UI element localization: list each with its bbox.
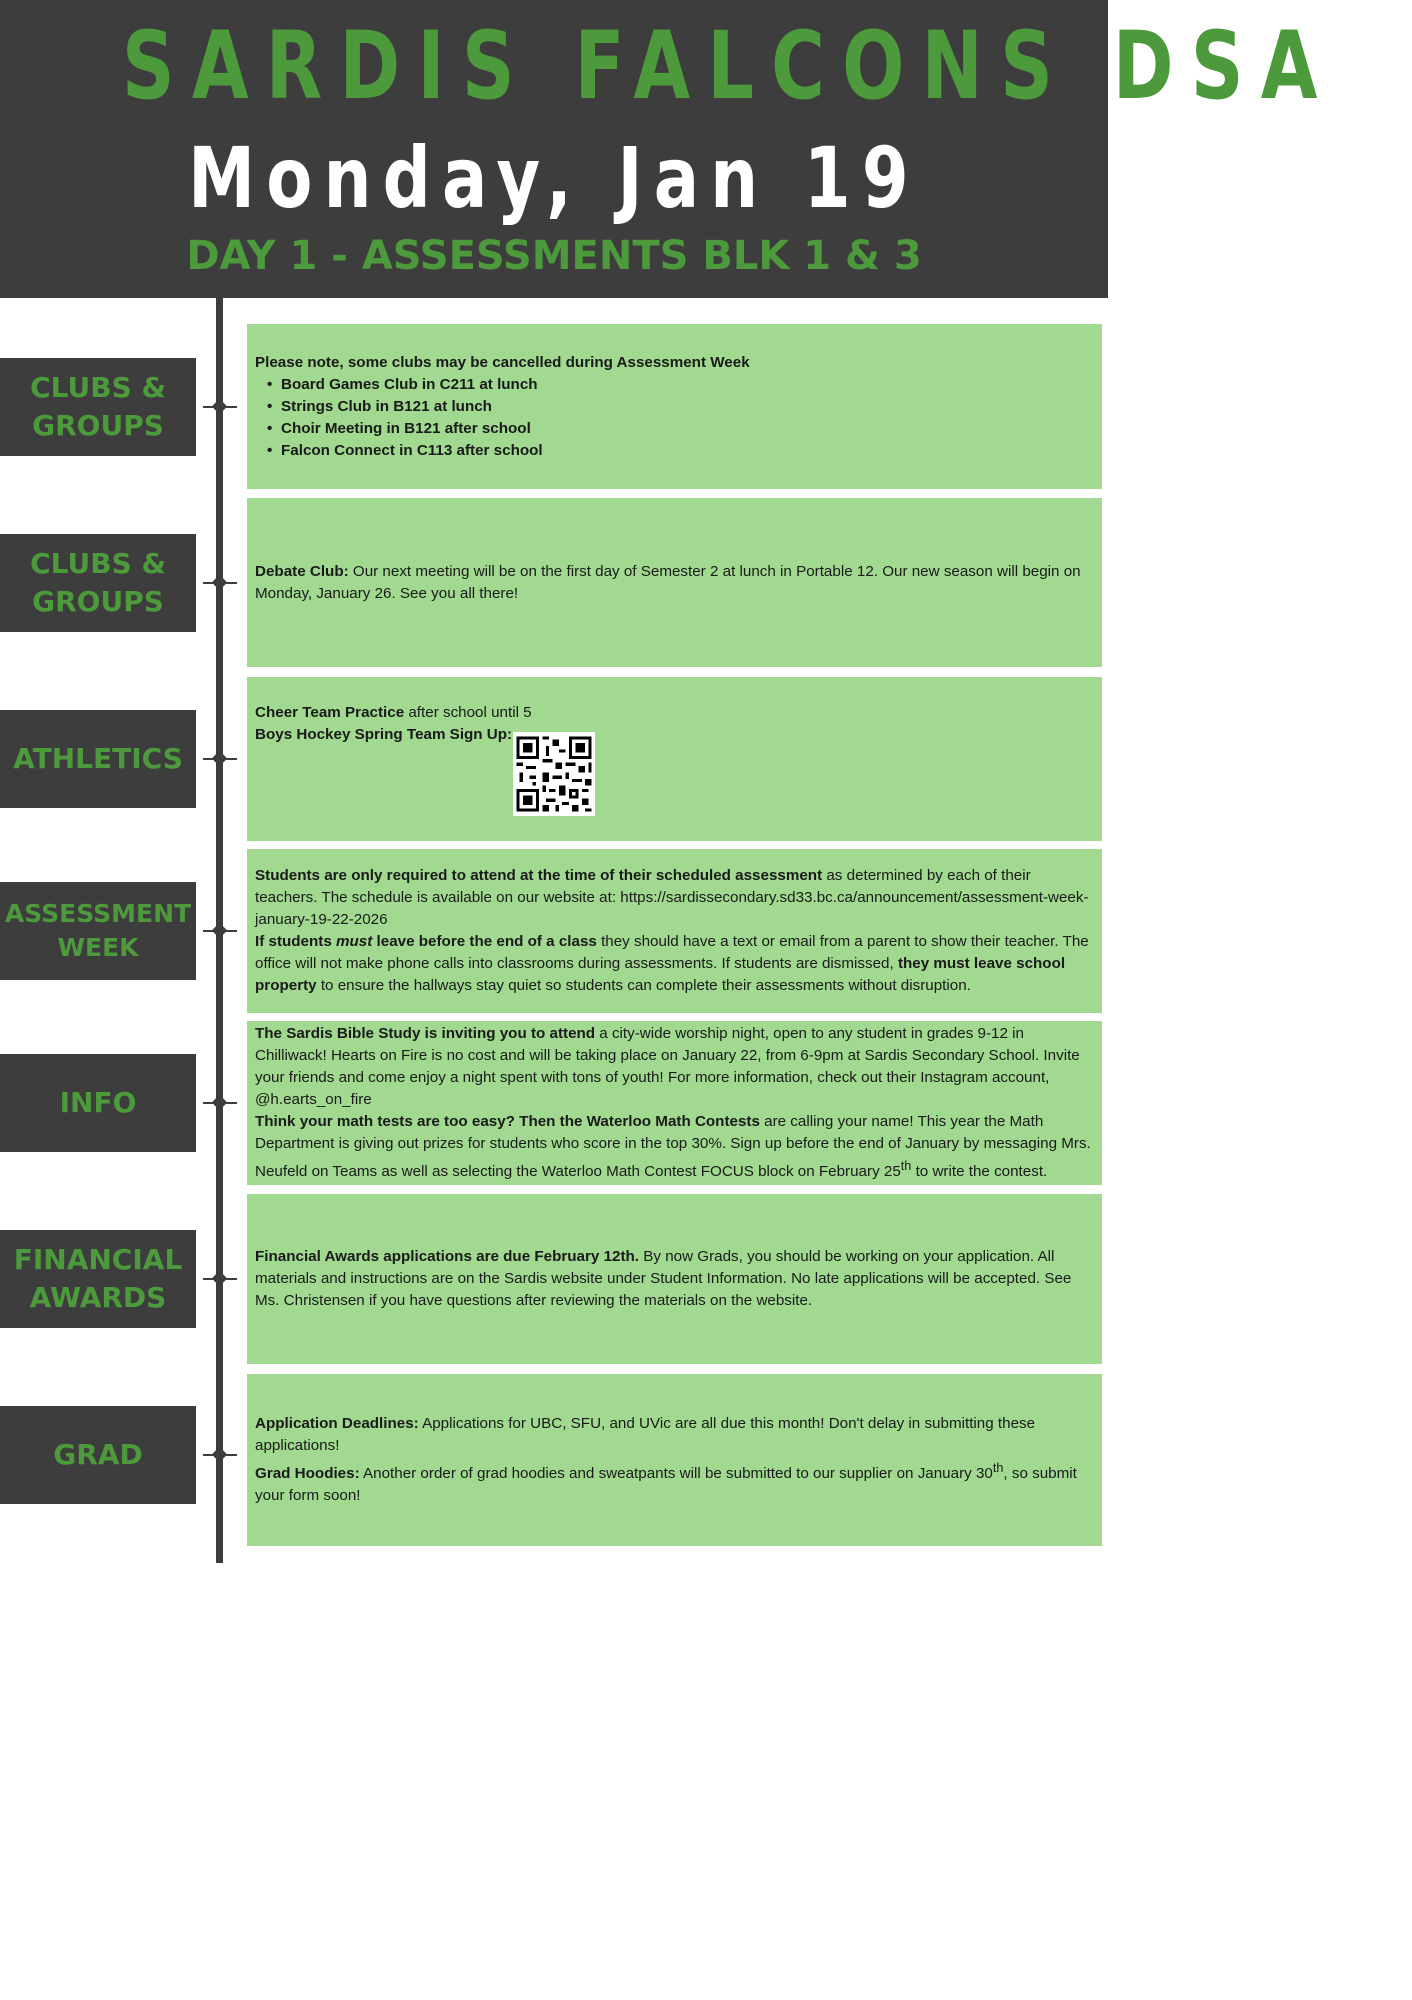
financial-text: Financial Awards applications are due February 12th. By now Grads, you should be working on your application. All materials and instructions are on the Sardis website under Student Information. No late applications will be accepted. See Ms. Christensen if you have questions after reviewing the materials on the website.: [255, 1248, 1072, 1309]
announcement-debate: [247, 498, 1102, 667]
application-deadlines-text: Application Deadlines: Applications for UBC, SFU, and UVic are all due this month! Don't delay in submitting these applications!: [255, 1414, 1036, 1454]
announcement-info: [247, 1021, 1102, 1185]
timeline-node: [212, 1447, 228, 1463]
timeline-node: [212, 399, 228, 415]
section-label-assessment: ASSESSMENT WEEK: [0, 882, 196, 980]
list-item: • Choir Meeting in B121 after school: [281, 418, 1092, 440]
header-banner: [0, 0, 1335, 298]
section-label-clubs-1: CLUBS & GROUPS: [0, 358, 196, 456]
list-item: • Falcon Connect in C113 after school: [281, 440, 1092, 462]
clubs-list: [255, 374, 1092, 462]
announcement-grad: [247, 1374, 1102, 1546]
cheer-text: Cheer Team Practice after school until 5: [255, 704, 532, 721]
list-item: • Strings Club in B121 at lunch: [281, 396, 1092, 418]
section-label-clubs-2: CLUBS & GROUPS: [0, 534, 196, 632]
qr-code-icon[interactable]: [513, 732, 595, 816]
announcement-clubs-1: [247, 324, 1102, 489]
bible-study-text: The Sardis Bible Study is inviting you to attend a city-wide worship night, open to any student in grades 9-12 in Chilliwack! Hearts on Fire is no cost and will be taking place on January 22, from 6-9pm at Sardis Secondary School. Invite your friends and come enjoy a night spent with tons of youth! For more information, check out their Instagram account, @h.earts_on_fire: [255, 1024, 1080, 1108]
timeline-node: [212, 923, 228, 939]
section-label-financial: FINANCIAL AWARDS: [0, 1230, 196, 1328]
clubs-note: Please note, some clubs may be cancelled during Assessment Week: [255, 353, 750, 371]
date-title: Monday, Jan 19: [188, 129, 920, 227]
timeline-node: [212, 1271, 228, 1287]
section-label-info: INFO: [0, 1054, 196, 1152]
announcement-athletics: [247, 677, 1102, 841]
timeline-node: [212, 1095, 228, 1111]
announcement-financial: [247, 1194, 1102, 1364]
timeline-node: [212, 575, 228, 591]
math-contest-text: Think your math tests are too easy? Then the Waterloo Math Contests are calling your name! This year the Math Department is giving out prizes for students who score in the top 30%. Sign up before the end of January by messaging Mrs. Neufeld on Teams as well as selecting the Waterloo Math Contest FOCUS block on February 25th to write the contest.: [255, 1112, 1091, 1181]
hockey-text: Boys Hockey Spring Team Sign Up:: [255, 726, 513, 743]
grad-hoodies-text: Grad Hoodies: Another order of grad hoodies and sweatpants will be submitted to our supplier on January 30th, so submit your form soon!: [255, 1460, 1077, 1505]
section-label-grad: GRAD: [0, 1406, 196, 1504]
list-item: • Board Games Club in C211 at lunch: [281, 374, 1092, 396]
assessment-text-1: Students are only required to attend at the time of their scheduled assessment as determined by each of their teachers. The schedule is available on our website at: https://sardissecondary.sd33.bc.ca/announcement/assessment-week-january-19-22-2026: [255, 867, 1089, 928]
school-title: SARDIS FALCONS DSA: [121, 12, 1335, 121]
day-subtitle: DAY 1 - ASSESSMENTS BLK 1 & 3: [186, 233, 922, 279]
assessment-text-2: If students must leave before the end of a class they should have a text or email from a parent to show their teacher. The office will not make phone calls into classrooms during assessments. If students are dismissed, they must leave school property to ensure the hallways stay quiet so students can complete their assessments without disruption.: [255, 933, 1089, 994]
announcement-assessment: [247, 849, 1102, 1013]
timeline-node: [212, 751, 228, 767]
section-label-athletics: ATHLETICS: [0, 710, 196, 808]
debate-text: Debate Club: Our next meeting will be on the first day of Semester 2 at lunch in Portable 12. Our new season will begin on Monday, January 26. See you all there!: [255, 562, 1081, 602]
